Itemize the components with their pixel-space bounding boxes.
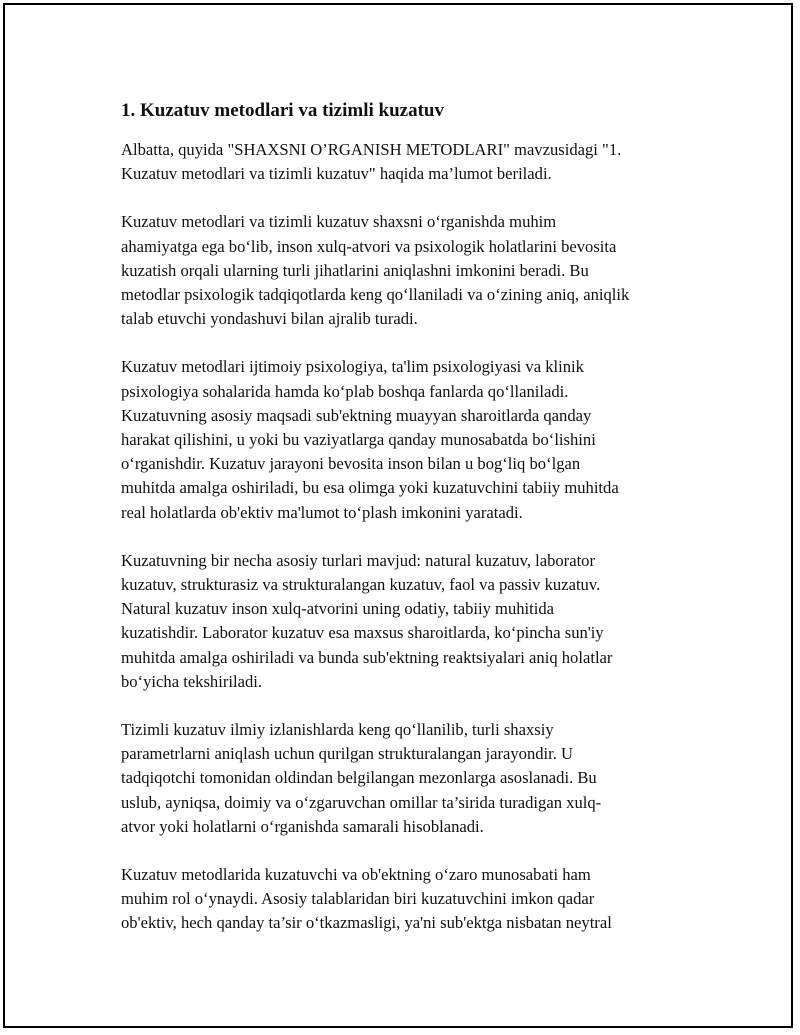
- text-line: Natural kuzatuv inson xulq-atvorini uning odatiy, tabiiy muhitida: [121, 599, 555, 619]
- text-line: kuzatish orqali ularning turli jihatlarini aniqlashni imkonini beradi. Bu: [121, 260, 589, 280]
- text-line: kuzatuv, strukturasiz va strukturalangan kuzatuv, faol va passiv kuzatuv.: [121, 575, 601, 595]
- text-line: Kuzatuvning asosiy maqsadi sub'ektning muayyan sharoitlarda qanday: [121, 405, 592, 425]
- text-line: tadqiqotchi tomonidan oldindan belgilangan mezonlarga asoslanadi. Bu: [121, 768, 597, 788]
- text-line: Kuzatuv metodlari va tizimli kuzatuv" haqida ma’lumot beriladi.: [121, 164, 552, 184]
- text-line: Tizimli kuzatuv ilmiy izlanishlarda keng qoʻllanilib, turli shaxsiy: [121, 720, 554, 740]
- text-line: oʻrganishdir. Kuzatuv jarayoni bevosita inson bilan u bogʻliq boʻlgan: [121, 454, 581, 474]
- text-line: atvor yoki holatlarni oʻrganishda samarali hisoblanadi.: [121, 816, 484, 836]
- paragraph-types: [121, 549, 681, 694]
- text-line: muhim rol oʻynaydi. Asosiy talablaridan biri kuzatuvchini imkon qadar: [121, 889, 595, 909]
- text-line: psixologiya sohalarida hamda koʻplab boshqa fanlarda qoʻllaniladi.: [121, 381, 569, 401]
- text-line: harakat qilishini, u yoki bu vaziyatlarga qanday munosabatda boʻlishini: [121, 430, 596, 450]
- paragraph-application: [121, 355, 681, 524]
- text-line: Kuzatuvning bir necha asosiy turlari mavjud: natural kuzatuv, laborator: [121, 550, 595, 570]
- section-heading: 1. Kuzatuv metodlari va tizimli kuzatuv: [121, 100, 444, 121]
- text-line: boʻyicha tekshiriladi.: [121, 671, 263, 691]
- text-line: Kuzatuv metodlari ijtimoiy psixologiya, ta'lim psixologiyasi va klinik: [121, 357, 584, 377]
- text-line: Albatta, quyida "SHAXSNI O’RGANISH METODLARI" mavzusidagi "1.: [121, 140, 622, 159]
- text-line: Kuzatuv metodlari va tizimli kuzatuv shaxsni oʻrganishda muhim: [121, 212, 557, 232]
- text-line: metodlar psixologik tadqiqotlarda keng qoʻllaniladi va oʻzining aniq, aniqlik: [121, 285, 630, 305]
- paragraph-intro: [121, 138, 681, 186]
- text-line: ob'ektiv, hech qanday ta’sir oʻtkazmasligi, ya'ni sub'ektga nisbatan neytral: [121, 913, 612, 933]
- text-line: kuzatishdir. Laborator kuzatuv esa maxsus sharoitlarda, koʻpincha sun'iy: [121, 623, 604, 643]
- document-body: [121, 98, 681, 960]
- document-page: [3, 3, 793, 1028]
- text-line: muhitda amalga oshiriladi, bu esa olimga yoki kuzatuvchini tabiiy muhitda: [121, 478, 619, 498]
- text-line: ahamiyatga ega boʻlib, inson xulq-atvori va psixologik holatlarini bevosita: [121, 236, 617, 256]
- paragraph-systematic: [121, 718, 681, 839]
- text-line: parametrlarni aniqlash uchun qurilgan strukturalangan jarayondir. U: [121, 744, 574, 764]
- text-line: uslub, ayniqsa, doimiy va oʻzgaruvchan omillar ta’sirida turadigan xulq-: [121, 792, 602, 812]
- text-line: talab etuvchi yondashuvi bilan ajralib turadi.: [121, 309, 418, 329]
- text-line: Kuzatuv metodlarida kuzatuvchi va ob'ektning oʻzaro munosabati ham: [121, 865, 591, 885]
- paragraph-observer: [121, 863, 681, 936]
- text-line: muhitda amalga oshiriladi va bunda sub'ektning reaktsiyalari aniq holatlar: [121, 647, 613, 667]
- paragraph-importance: [121, 210, 681, 331]
- text-line: real holatlarda ob'ektiv ma'lumot toʻplash imkonini yaratadi.: [121, 502, 523, 522]
